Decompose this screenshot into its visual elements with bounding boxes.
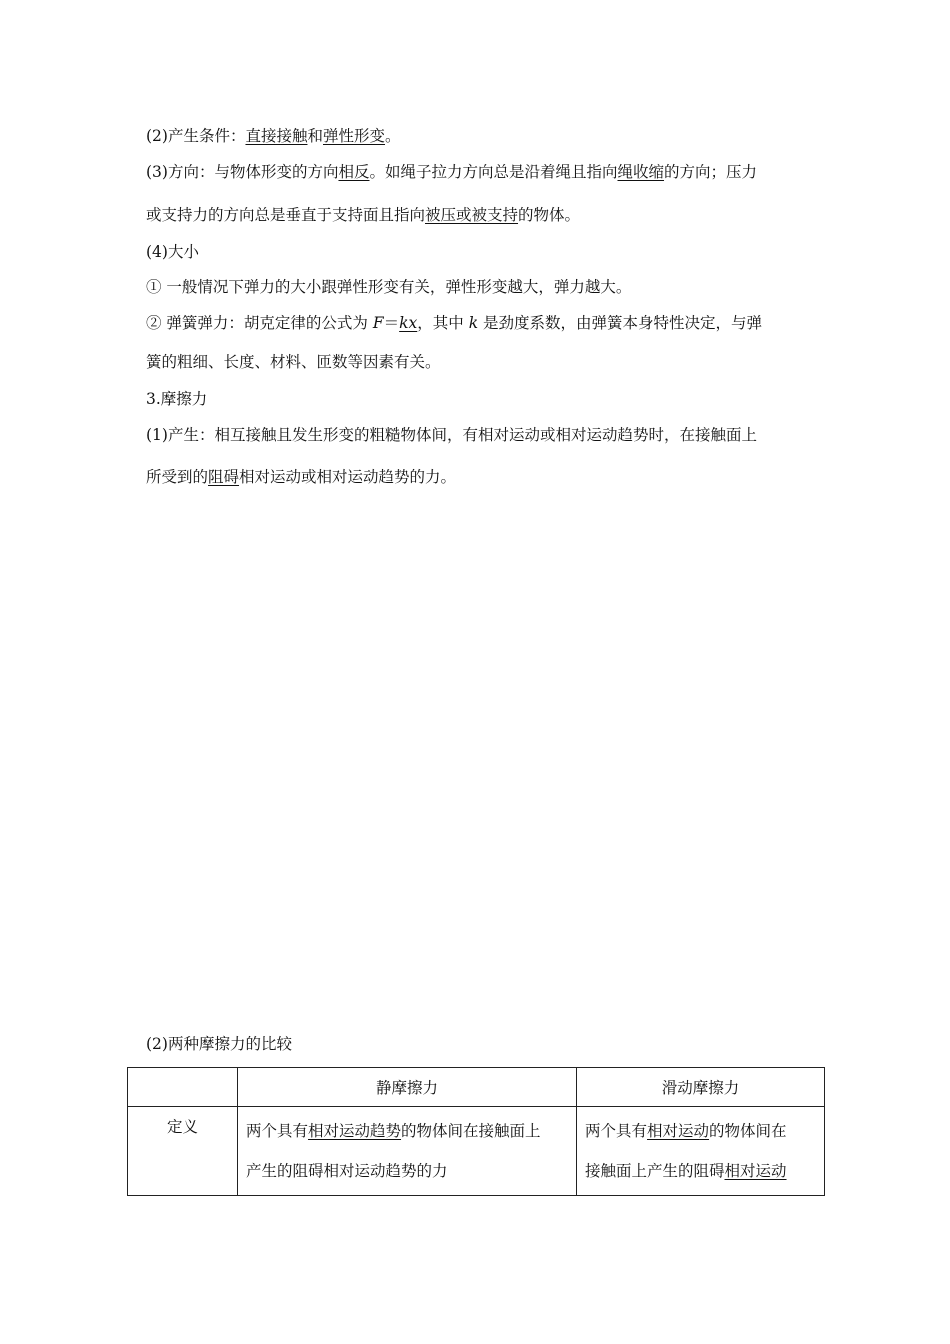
answer-rope-contract: 绳收缩 [617,163,665,181]
condition-line [146,126,401,146]
size-item-1: ① 一般情况下弹力的大小跟弹性形变有关，弹性形变越大，弹力越大。 [146,278,632,296]
friction-generation-1: (1)产生：相互接触且发生形变的粗糙物体间，有相对运动或相对运动趋势时，在接触面上 [146,426,757,444]
sliding-def-text-3: 接触面上产生的阻碍 [585,1162,725,1180]
hooke-text: ② 弹簧弹力：胡克定律的公式为 [146,314,373,332]
direction-text: (3)方向：与物体形变的方向 [146,163,339,181]
header-static-friction: 静摩擦力 [238,1068,577,1107]
answer-kx: kx [399,314,418,332]
sliding-def-text: 两个具有 [585,1122,648,1140]
direction-text-5: 的物体。 [518,206,581,224]
sliding-def-text-2: 的物体间在 [709,1122,787,1140]
answer-relative-motion-tendency: 相对运动趋势 [308,1122,402,1140]
hooke-text-3: 是劲度系数，由弹簧本身特性决定，与弹 [478,314,763,332]
direction-text-2: 。如绳子拉力方向总是沿着绳且指向 [369,163,618,181]
friction-generation-2 [146,467,456,487]
static-def-text-3: 产生的阻碍相对运动趋势的力 [246,1162,448,1180]
table-corner-cell [128,1068,238,1107]
condition-prefix: (2)产生条件： [146,127,246,145]
friction-heading: 3.摩擦力 [146,390,208,408]
row-label-definition [128,1107,238,1196]
table-row [128,1107,825,1196]
direction-line-2 [146,205,580,225]
condition-and: 和 [307,127,323,145]
direction-text-3: 的方向；压力 [664,163,758,181]
sliding-definition-cell [577,1107,825,1196]
sliding-definition [577,1107,824,1195]
static-def-text: 两个具有 [246,1122,309,1140]
generation-text-2: 相对运动或相对运动趋势的力。 [239,468,457,486]
answer-relative-motion-2: 相对运动 [724,1162,787,1180]
size-item-2 [146,313,762,333]
row-label-text: 定义 [166,1118,198,1136]
size-item-2-cont: 簧的粗细、长度、材料、匝数等因素有关。 [146,353,441,371]
static-definition-cell [238,1107,577,1196]
answer-pressed-supported: 被压或被支持 [425,206,519,224]
answer-hinder: 阻碍 [208,468,240,486]
symbol-equals: ＝ [383,314,400,332]
answer-relative-motion: 相对运动 [647,1122,710,1140]
static-def-text-2: 的物体间在接触面上 [401,1122,541,1140]
answer-direct-contact: 直接接触 [245,127,308,145]
direction-text-4: 或支持力的方向总是垂直于支持面且指向 [146,206,426,224]
answer-opposite: 相反 [338,163,370,181]
generation-text: 所受到的 [146,468,209,486]
direction-line-1 [146,162,757,182]
static-definition [238,1107,576,1195]
friction-comparison-table [127,1067,825,1196]
hooke-text-2: ，其中 [417,314,469,332]
comparison-heading: (2)两种摩擦力的比较 [146,1035,292,1053]
header-sliding-friction: 滑动摩擦力 [577,1068,825,1107]
answer-elastic-deformation: 弹性形变 [323,127,386,145]
size-heading: (4)大小 [146,243,199,261]
table-header-row [128,1068,825,1107]
symbol-F: F [372,314,384,332]
condition-period: 。 [385,127,401,145]
symbol-k: k [468,314,479,332]
